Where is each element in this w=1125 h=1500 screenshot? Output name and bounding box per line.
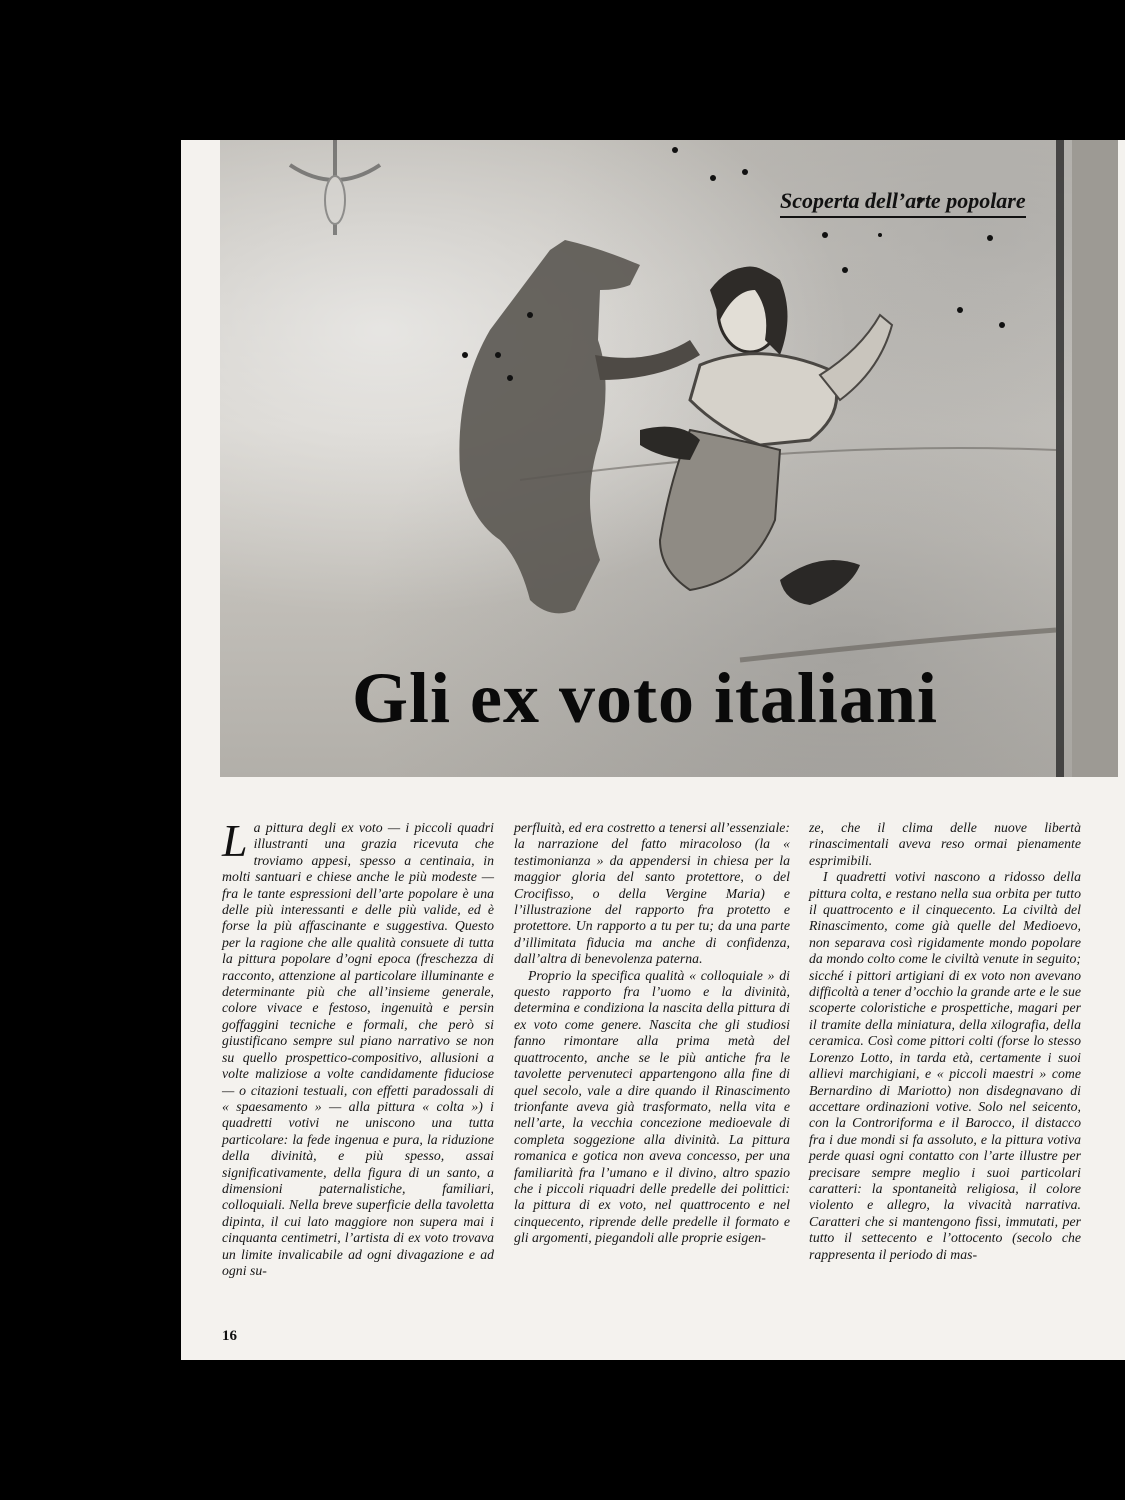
ex-voto-painting-photo [220, 140, 1118, 777]
paragraph: a pittura degli ex voto — i piccoli quadri illustranti una grazia ricevuta che troviamo appesi, spesso a centinaia, in molti santuari e chiese anche le più modeste — fra le tante espressioni dell’arte popolare è una delle più interessanti e delle più valide, ed è forse la più affascinante e suggestiva. Questo per la ragione che alle qualità consuete di tutta la pittura popolare d’ogni epoca (freschezza di racconto, attenzione al particolare illuminante e determinante più che all’insieme generale, colore vivace e festoso, ingenuità e persin goffaggini tecniche e formali, che però si giustificano sempre sul piano narrativo se non su quello prospettico-compositivo, allusioni a volte maliziose a volte candidamente fiduciose — o citazioni testuali, con effetti paradossali di « spaesamento » — alla pittura « colta ») i quadretti votivi ne uniscono una tutta particolare: la fede ingenua e pura, la riduzione della divinità, e più spesso, assai significativamente, della figura di un santo, a dimensioni paternalistiche, familiari, colloquiali. Nella breve superficie della tavoletta dipinta, il cui lato maggiore non supera mai i cinquanta centimetri, l’artista di ex voto trovava un limite invalicabile ad ogni divagazione e ad ogni su- [222, 820, 494, 1278]
page-number: 16 [222, 1328, 237, 1344]
section-kicker: Scoperta dell’arte popolare [780, 188, 1026, 218]
paragraph: I quadretti votivi nascono a ridosso della pittura colta, e restano nella sua orbita per tutto il quattrocento e il cinquecento. La civiltà del Rinascimento, come già quelle del Medioevo, non separava così rigidamente mondo popolare da mondo colto come le civiltà venute in seguito; sicché i pittori artigiani di ex voto non avevano difficoltà a tener d’occhio la grande arte e le sue scoperte coloristiche e prospettiche, magari per il tramite della miniatura, della xilografia, della ceramica. Così come pittori colti (forse lo stesso Lorenzo Lotto, in tarda età, certamente i suoi allievi marchigiani, e « piccoli maestri » come Bernardino di Mariotto) non disdegnavano di accettare ordinazioni votive. Solo nel seicento, con la Controriforma e il Barocco, il distacco fra i due mondi si fa assoluto, e la pittura votiva perde quasi ogni contatto con l’arte illustre per precisare sempre meglio i suoi particolari caratteri: la spontaneità religiosa, il colore violento e allegro, la vivacità narrativa. Caratteri che si mantengono fissi, immutati, per tutto il settecento e l’ottocento (secolo che rappresenta il periodo di mas- [809, 869, 1081, 1262]
article-column-3 [809, 820, 1081, 1263]
paragraph: Proprio la specifica qualità « colloquiale » di questo rapporto fra l’uomo e la divinità, determina e condiziona la nascita della pittura di ex voto come genere. Nascita che gli studiosi fanno rimontare alla prima metà del quattrocento, anche se le più antiche fra le tavolette pervenuteci appartengono alla fine di quel secolo, vale a dire quando il Rinascimento trionfante aveva già trasformato, nella vita e nell’arte, la vecchia concezione medioevale di completa soggezione alla divinità. La pittura romanica e gotica non aveva concesso, per una familiarità fra l’umano e il divino, altro spazio che i piccoli riquadri delle predelle dei polittici: la pittura di ex voto, nel quattrocento e nel cinquecento, riprende delle predelle il formato e gli argomenti, piegandoli alle proprie esigen- [514, 967, 790, 1246]
article-column-1 [222, 815, 494, 1279]
article-title: Gli ex voto italiani [352, 658, 938, 738]
drop-cap: L [222, 815, 248, 866]
article-column-2 [514, 820, 790, 1247]
paragraph: ze, che il clima delle nuove libertà rinascimentali aveva reso ormai pienamente esprimibili. [809, 820, 1081, 868]
magazine-page [181, 140, 1125, 1360]
paragraph: perfluità, ed era costretto a tenersi all’essenziale: la narrazione del fatto miracoloso (la « testimonianza » da appendersi in chiesa per la maggior gloria del santo protettore, o del Crocifisso, o della Vergine Maria) e l’illustrazione del rapporto fra protetto e protettore. Un rapporto a tu per tu; da una parte d’illimitata fiducia ma anche di confidenza, dall’altra di benevolenza paterna. [514, 820, 790, 967]
